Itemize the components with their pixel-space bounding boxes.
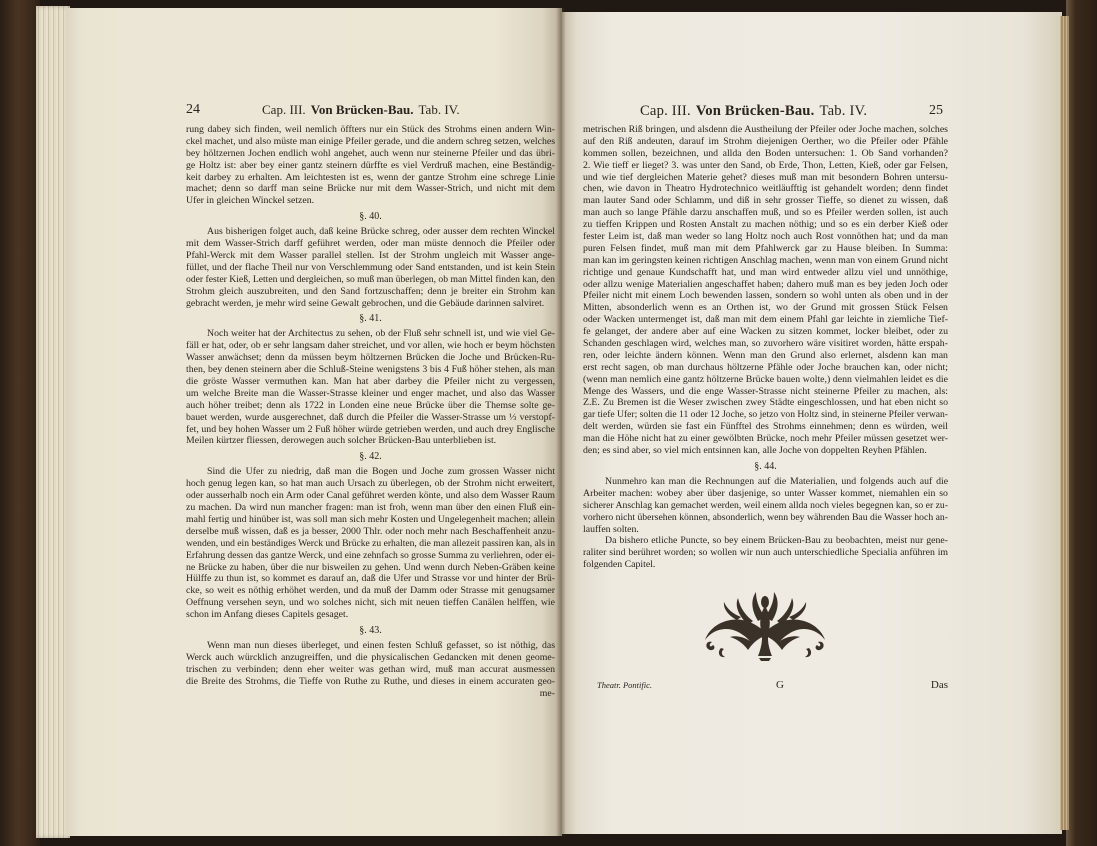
text-line: oder Wacken untermenget ist, daß man mit dem einem Pfahl gar leichte in ziemliche Tief- [583, 314, 949, 326]
signature-mark: G [776, 679, 784, 691]
section-heading: §. 42. [359, 451, 382, 463]
section-heading: §. 40. [359, 211, 382, 223]
text-line: man die Höhe nicht hat zu einer gewölbten Brücke, noch mehr Pfeiler müssen gesetzet wer- [583, 433, 949, 445]
text-line: Oeffnung versehen seyn, und wo solches nicht, sich mit neuen tieffen Canälen helffen, wie [186, 597, 555, 609]
text-line: puren Felsen findet, muß man mit dem Pfahlwerck gar zu Hause bleiben. In Summa: [583, 242, 948, 254]
text-line: Sind die Ufer zu niedrig, daß man die Bogen und Joche zum grossen Wasser nicht [207, 466, 556, 478]
text-line: sicherer Anschlag kan gemachet werden, weil einem allda noch vieles begegnen kan, so er zu- [583, 499, 948, 511]
paragraph [583, 124, 948, 457]
book-board-left [0, 0, 40, 846]
text-line: lauffen solten. [583, 523, 639, 535]
text-line: fe gelanget, der andere aber auf eine Wacken zu sitzen kommet, locker bleibet, oder zu [583, 326, 949, 338]
right-page-text [583, 124, 948, 571]
text-line: den; es sind aber, so viel mich entsinnen kan, alle Joche von doppelten Reyhen Pfählen. [583, 445, 927, 457]
chapter-title: Von Brücken-Bau. [310, 102, 414, 117]
text-line: schon im Anfang dieses Capitels gesaget. [186, 609, 349, 621]
text-line: fäll er hat, oder, ob er sehr langsam daher streichet, und vor allen, wie hoch er beym höchsten [186, 340, 555, 352]
running-head-left [186, 102, 555, 118]
chapter-label: Cap. III. [262, 102, 306, 117]
text-line: man auch so lange Pfähle darzu anschaffen muß, und so es Pfeiler werden sollen, ist auch [583, 207, 948, 219]
text-line: mahl fertig und hinüber ist, was soll man sich mehr Kosten und Ungelegenheit machen; allein [186, 513, 555, 525]
text-line: then, bey denen steinern aber die Schluß-Steine wenigstens 3 bis 4 Fuß höher stehen, als man [186, 364, 555, 376]
text-line: vorhero nicht übersehen können, absonderlich, wenn bey währenden Bau die Wasser hoch an- [583, 511, 949, 523]
text-line: ren, oder leichte ändern können. Wenn man den Grund also erlernet, alsdenn kan man [583, 349, 948, 361]
text-line: Erfahrung dessen das gantze Werck, und eine zehnfach so grosse Summa zu verliehren, oder ei- [186, 549, 555, 561]
text-line: rung dabey sich finden, weil nemlich öffters nur ein Stück des Strohms einen andern Win- [186, 124, 556, 135]
text-line: gar tiefe Ufer; solten die 11 oder 12 Joche, so jetzo von Holtz sind, in steinerne Pfeiler verwan- [583, 409, 948, 421]
paragraph [583, 476, 948, 535]
text-line: fester Leim ist, daß man weder so lang Holtz noch auch Rost vonnöthen hat; und da man [583, 231, 948, 243]
text-line: 2. Wie tieff er lieget? 3. was unter den Sand, ob Erde, Thon, Letten, Kieß, oder gar Felsen, [583, 159, 948, 171]
text-line: Nunmehro kan man die Rechnungen auf die Materialien, und folgends auch auf die [605, 475, 949, 487]
text-line: folgenden Capitel. [583, 559, 656, 571]
text-line: erst recht sagen, ob man durchaus höltzerne Pfähle oder Joche brauchen kan, oder nicht; [583, 361, 948, 373]
fleuron-ornament [699, 590, 831, 662]
text-line: metrischen Riß bringen, und alsdenn die Austheilung der Pfeiler oder Joche machen, solches [583, 124, 948, 135]
text-line: delt werden, würden sie fast ein Fünfftel des Strohms einnehmen; denn es würden, weil [583, 421, 949, 433]
text-line: gebracht werden, je mehr wird seine Gewalt gebrochen, und die Gebäude darinnen salviret. [186, 297, 545, 309]
text-line: Pfahl-Werck mit dem Wasser parallel stellen. Ist der Strohm ungleich mit Wasser ange- [186, 250, 556, 262]
chapter-label: Cap. III. [640, 103, 691, 119]
text-line: raliter sind berühret worden; so wollen wir nun auch unterschiedliche Specialia anführen im [583, 547, 949, 559]
text-line: bauet werden, wurde ausgerechnet, daß durch die Pfeiler die Wasser-Strasse um ⅓ verstopf- [186, 411, 556, 423]
text-line: zu machen. Da wird nun mancher fragen: man ist froh, wenn man über den einen Fluß ein- [186, 502, 555, 514]
text-line: mit dem Wasser-Strich darff geführet werden, oder man müste dennoch die Pfeiler oder [186, 238, 555, 250]
plate-label: Tab. IV. [819, 103, 868, 119]
text-line: Z.E. Zu Bremen ist die Weser zwischen zwey Städte eingeschlossen, und hat eben nicht so [583, 397, 948, 409]
text-line: ckel machet, und also müste man einige Pfeiler gerade, und die andern schreg setzen, welches [186, 135, 556, 147]
text-line: oder fester Kieß, Letten und dergleichen, so muß man überlegen, ob man Mittel finden kan, den [186, 273, 555, 285]
text-line: ge Holtz ist: aber bey einer gantz steinern dürffte es viel Verdruß machen, eine Beständig- [186, 159, 555, 171]
text-line: Hülffe zu thun ist, so kommet es darauf an, daß die Ufer und Strasse vor und hinter der Brü- [186, 573, 556, 585]
text-line: hoch genug legen kan, so hat man auch Ursach zu überlegen, ob der Strohm nicht erweitert, [186, 478, 555, 490]
text-line: wenden, und ein beständiges Werck und Brücke zu erhalten, die man allezeit passiren kan, als in [186, 537, 555, 549]
text-line: auf den Riß andeuten, darauf im Strohm diejenigen Oerther, wo die Pfeiler oder Pfähle [583, 135, 949, 147]
footer-book-title: Theatr. Pontific. [597, 680, 653, 690]
text-line: die Breite des Strohms, die Tieffe von Ruthe zu Ruthe, und dieses in einem accuraten geo- [186, 675, 556, 687]
text-line: man lauter Sand oder Schlamm, und diß in sehr grosser Tieffe, so dienet zu wissen, daß [583, 195, 949, 207]
text-line: (wenn man nemlich eine gantz höltzerne Brücke bauen wolte,) denn vielmahlen leidet es die [583, 373, 948, 385]
gutter-shadow [556, 8, 566, 836]
text-line: keit darbey zu erhalten. Am leichtesten ist es, wenn der gantze Strohm eine schrege Linie [186, 171, 556, 183]
catchword: Das [930, 679, 948, 691]
paragraph [186, 466, 555, 621]
text-line: derselbe muß wissen, daß es ja besser, 2000 Thlr. oder noch mehr nach Beschaffenheit anzu- [186, 525, 555, 537]
page-number: 25 [929, 103, 943, 118]
chapter-title: Von Brücken-Bau. [695, 103, 815, 119]
text-line: Strohm gleich auszubreiten, und den Sand fortzuschaffen; denn je breiter ein Strohm kan [186, 285, 555, 297]
running-head-right [583, 103, 948, 119]
paragraph [186, 640, 555, 688]
text-line: oder ausserhalb noch ein Arm oder Canal geführet werden könte, und also dem Wasser Raum [186, 490, 555, 502]
section-heading: §. 43. [359, 624, 382, 636]
paragraph [186, 226, 555, 309]
text-line: Pfeiler nicht mit einem Loch bewenden lassen, sondern so wohl unten als oben und in der [583, 290, 949, 302]
text-line: Schanden geschlagen wird, welches man, so zuvorhero wäre visitiret worden, hätte erspah- [583, 338, 948, 350]
text-line: man kan im geringsten keinen richtigen Anschlag machen, wenn man von einem Grund nicht [583, 254, 948, 266]
section-heading: §. 41. [359, 313, 382, 325]
section-heading: §. 44. [754, 460, 777, 472]
text-line: bey höltzernen Jochen endlich wohl angehet, auch wenn nur steinerne Pfeiler und das übri- [186, 147, 556, 159]
running-head-title [640, 103, 867, 119]
text-line: cke, so weit es nöthig erhöhet werden, und da muß der Damm oder Strasse mit genugsamer [186, 585, 555, 597]
left-page-text [186, 124, 555, 699]
text-line: die gröste Wasser vermuthen kan. Man hat aber darbey die Pfeiler nicht zu vergessen, [186, 376, 556, 388]
page-stack-edge-right [1060, 16, 1069, 830]
page-stack-edge-left [36, 6, 70, 838]
text-line: auch höher treibet; denn als 1722 in Londen eine neue Brücke über die Themse solte ge- [186, 399, 556, 411]
paragraph [186, 124, 555, 207]
paragraph [583, 535, 948, 571]
text-line: ne Brücke zu haben, über die nur bisweilen zu gehen. Und wenn durch Neben-Gräben keine [186, 561, 555, 573]
text-line: Da bishero etliche Puncte, so bey einem Brücken-Bau zu beobachten, meist nur gene- [605, 535, 948, 547]
page-number: 24 [186, 102, 200, 117]
text-line: trischen zu verbinden; denn eher weiter was gethan wird, muß man accurat ausmessen [186, 663, 555, 675]
text-line: Menge des Wassers, und die enge Wasser-Strasse nicht steinerne Pfeiler zu machen, als: [583, 385, 948, 397]
page-footer [583, 679, 948, 693]
text-line: füllet, und der flache Theil nur von Verschlemmung oder Sand entstanden, und ist kein Stein [186, 261, 556, 273]
plate-label: Tab. IV. [418, 102, 460, 117]
text-line: Meilen kürtzer fliessen, derowegen auch solcher Brücken-Bau unterblieben ist. [186, 435, 497, 447]
text-line: Mitten, absonderlich wenn es an Orthen ist, wo der Grund mit grossen Stück Felsen [583, 302, 948, 314]
text-line: fet, und bey hohen Wasser um 2 Fuß höher würde getrieben werden, und auch drey Englische [186, 423, 555, 435]
text-line: Arbeiter machen: wobey aber über dasjenige, so unter Wasser kommet, niemahlen ein so [583, 487, 948, 499]
text-line: Aus bisherigen folget auch, daß keine Brücke schreg, oder ausser dem rechten Winckel [207, 226, 556, 238]
text-line: chen, wie davon in Theatro Hydrotechnico weitläufftig ist gehandelt worden; denn findet [583, 183, 949, 195]
text-line: Wenn man nun dieses überleget, und einen festen Schluß gefasset, so ist nöthig, das [207, 639, 556, 651]
paragraph [186, 328, 555, 447]
book-board-right [1066, 0, 1097, 846]
text-line: um welche Breite man die Wasser-Strasse kleiner und enger machet, und also das Wasser [186, 387, 555, 399]
text-line: und wie tief dergleichen Materie gehet? dieses muß man mit besondern Bohren untersu- [583, 171, 949, 183]
text-line: Wasser anwächset; denn da müssen beym höltzernen Brücken die Joche und Brücken-Ru- [186, 352, 555, 364]
text-line: kommen sollen, bezeichnen, und allda den Boden untersuchen: 1. Ob Sand vorhanden? [583, 147, 949, 159]
text-line: richtige und genaue Kundschafft hat, und man wird entweder allzu viel und unnöthige, [583, 266, 948, 278]
text-line: oder allzu wenige Materialien angeschaffet haben; dahero muß man es bey jeden Joch oder [583, 278, 949, 290]
text-line: Werck auch würcklich anzugreiffen, und die physicalischen Gedancken mit denen geome- [186, 651, 555, 663]
text-line: Ufer in gleichen Winckel setzen. [186, 195, 315, 207]
catchword: me- [539, 687, 555, 699]
text-line: zu tieffen Krippen und Rosten Anstalt zu machen nöthig; und so es ein derber Kieß oder [583, 219, 948, 231]
text-line: Noch weiter hat der Architectus zu sehen, ob der Fluß sehr schnell ist, und wie viel Ge- [207, 328, 556, 340]
running-head-title [262, 102, 460, 118]
text-line: machet; denn so darff man seine Brücke nur mit dem Wasser-Strich, und nicht mit dem [186, 183, 556, 195]
